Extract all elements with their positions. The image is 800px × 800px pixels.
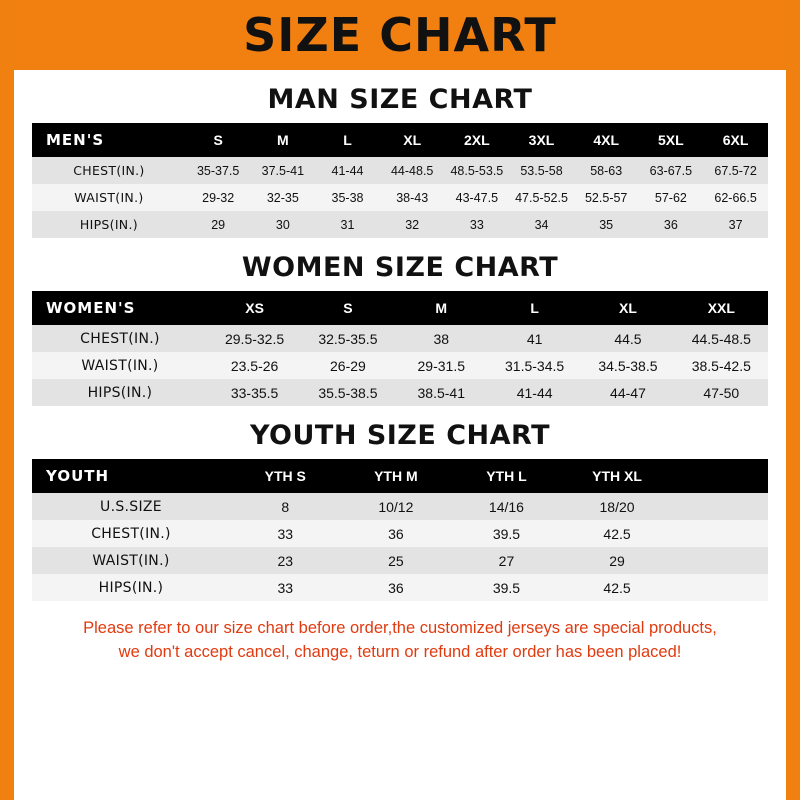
col-header-l: L xyxy=(488,291,581,325)
cell: 57-62 xyxy=(639,184,704,211)
section-man xyxy=(32,84,768,238)
cell: 14/16 xyxy=(451,493,562,520)
footer-line-1: Please refer to our size chart before order,the customized jerseys are special products, xyxy=(83,619,717,637)
table-row xyxy=(32,574,768,601)
section-title-youth: YOUTH SIZE CHART xyxy=(249,420,551,451)
col-header-yth-l: YTH L xyxy=(451,459,562,493)
col-header-xxl: XXL xyxy=(675,291,768,325)
col-header-m: M xyxy=(395,291,488,325)
cell: 32.5-35.5 xyxy=(301,325,394,352)
cell: 38 xyxy=(395,325,488,352)
footer-line-2: we don't accept cancel, change, teturn or refund after order has been placed! xyxy=(118,642,682,661)
cell: 34.5-38.5 xyxy=(581,352,674,379)
section-women xyxy=(32,252,768,406)
col-header-4xl: 4XL xyxy=(574,123,639,157)
cell: 32 xyxy=(380,211,445,238)
cell: 18/20 xyxy=(562,493,673,520)
table-row xyxy=(32,184,768,211)
cell: 63-67.5 xyxy=(639,157,704,184)
cell: 29-32 xyxy=(186,184,251,211)
cell: 35.5-38.5 xyxy=(301,379,394,406)
cell: 37 xyxy=(703,211,768,238)
table-row xyxy=(32,157,768,184)
man-size-table xyxy=(32,123,768,238)
cell: 67.5-72 xyxy=(703,157,768,184)
cell: 30 xyxy=(251,211,316,238)
col-header-xs: XS xyxy=(208,291,301,325)
cell: 38.5-41 xyxy=(395,379,488,406)
cell: 62-66.5 xyxy=(703,184,768,211)
footer-note xyxy=(38,617,762,665)
table-row xyxy=(32,547,768,574)
row-label-chest: CHEST(IN.) xyxy=(32,520,230,547)
row-label-chest: CHEST(IN.) xyxy=(32,157,186,184)
cell: 35 xyxy=(574,211,639,238)
row-label-hips: HIPS(IN.) xyxy=(32,379,208,406)
section-title-man: MAN SIZE CHART xyxy=(267,84,533,115)
col-header-l: L xyxy=(315,123,380,157)
cell: 23 xyxy=(230,547,341,574)
row-label-chest: CHEST(IN.) xyxy=(32,325,208,352)
col-header-womens: WOMEN'S xyxy=(32,291,208,325)
row-label-hips: HIPS(IN.) xyxy=(32,574,230,601)
banner xyxy=(14,0,786,70)
youth-size-table xyxy=(32,459,768,601)
cell: 31.5-34.5 xyxy=(488,352,581,379)
col-header-s: S xyxy=(301,291,394,325)
cell: 36 xyxy=(341,574,452,601)
youth-table-body xyxy=(32,493,768,601)
cell: 10/12 xyxy=(341,493,452,520)
cell: 34 xyxy=(509,211,574,238)
section-title-women: WOMEN SIZE CHART xyxy=(241,252,559,283)
col-header-s: S xyxy=(186,123,251,157)
cell: 41-44 xyxy=(315,157,380,184)
col-header-3xl: 3XL xyxy=(509,123,574,157)
cell: 44-48.5 xyxy=(380,157,445,184)
cell: 48.5-53.5 xyxy=(445,157,510,184)
women-size-table xyxy=(32,291,768,406)
man-table-head xyxy=(32,123,768,157)
cell: 41 xyxy=(488,325,581,352)
row-label-us-size: U.S.SIZE xyxy=(32,493,230,520)
cell: 41-44 xyxy=(488,379,581,406)
cell: 33 xyxy=(230,520,341,547)
row-label-waist: WAIST(IN.) xyxy=(32,184,186,211)
cell: 38-43 xyxy=(380,184,445,211)
row-label-waist: WAIST(IN.) xyxy=(32,547,230,574)
cell: 23.5-26 xyxy=(208,352,301,379)
man-table-body xyxy=(32,157,768,238)
cell: 29 xyxy=(562,547,673,574)
cell: 53.5-58 xyxy=(509,157,574,184)
col-header-5xl: 5XL xyxy=(639,123,704,157)
cell: 29 xyxy=(186,211,251,238)
cell-spacer xyxy=(672,574,768,601)
col-header-mens: MEN'S xyxy=(32,123,186,157)
cell: 42.5 xyxy=(562,574,673,601)
table-row xyxy=(32,325,768,352)
cell: 26-29 xyxy=(301,352,394,379)
col-header-2xl: 2XL xyxy=(445,123,510,157)
table-header-row xyxy=(32,123,768,157)
cell: 44.5 xyxy=(581,325,674,352)
table-header-row xyxy=(32,459,768,493)
cell: 8 xyxy=(230,493,341,520)
cell: 58-63 xyxy=(574,157,639,184)
cell: 35-38 xyxy=(315,184,380,211)
col-header-spacer xyxy=(672,459,768,493)
cell: 42.5 xyxy=(562,520,673,547)
cell: 36 xyxy=(639,211,704,238)
cell: 32-35 xyxy=(251,184,316,211)
row-label-waist: WAIST(IN.) xyxy=(32,352,208,379)
cell: 33 xyxy=(445,211,510,238)
col-header-youth: YOUTH xyxy=(32,459,230,493)
section-youth xyxy=(32,420,768,601)
col-header-yth-m: YTH M xyxy=(341,459,452,493)
cell-spacer xyxy=(672,547,768,574)
women-table-body xyxy=(32,325,768,406)
cell: 33 xyxy=(230,574,341,601)
cell: 43-47.5 xyxy=(445,184,510,211)
cell: 31 xyxy=(315,211,380,238)
table-row xyxy=(32,211,768,238)
cell: 52.5-57 xyxy=(574,184,639,211)
col-header-xl: XL xyxy=(380,123,445,157)
col-header-yth-s: YTH S xyxy=(230,459,341,493)
content xyxy=(14,84,786,665)
cell: 36 xyxy=(341,520,452,547)
cell: 39.5 xyxy=(451,574,562,601)
cell: 33-35.5 xyxy=(208,379,301,406)
cell-spacer xyxy=(672,493,768,520)
col-header-m: M xyxy=(251,123,316,157)
cell: 25 xyxy=(341,547,452,574)
cell: 38.5-42.5 xyxy=(675,352,768,379)
women-table-head xyxy=(32,291,768,325)
cell: 37.5-41 xyxy=(251,157,316,184)
cell: 29-31.5 xyxy=(395,352,488,379)
youth-table-head xyxy=(32,459,768,493)
table-row xyxy=(32,520,768,547)
cell: 47.5-52.5 xyxy=(509,184,574,211)
cell: 35-37.5 xyxy=(186,157,251,184)
cell: 29.5-32.5 xyxy=(208,325,301,352)
col-header-xl: XL xyxy=(581,291,674,325)
table-row xyxy=(32,379,768,406)
cell: 44.5-48.5 xyxy=(675,325,768,352)
table-row xyxy=(32,493,768,520)
cell: 47-50 xyxy=(675,379,768,406)
cell: 39.5 xyxy=(451,520,562,547)
col-header-yth-xl: YTH XL xyxy=(562,459,673,493)
cell: 44-47 xyxy=(581,379,674,406)
page-title: SIZE CHART xyxy=(243,8,557,62)
cell-spacer xyxy=(672,520,768,547)
cell: 27 xyxy=(451,547,562,574)
table-row xyxy=(32,352,768,379)
col-header-6xl: 6XL xyxy=(703,123,768,157)
row-label-hips: HIPS(IN.) xyxy=(32,211,186,238)
table-header-row xyxy=(32,291,768,325)
